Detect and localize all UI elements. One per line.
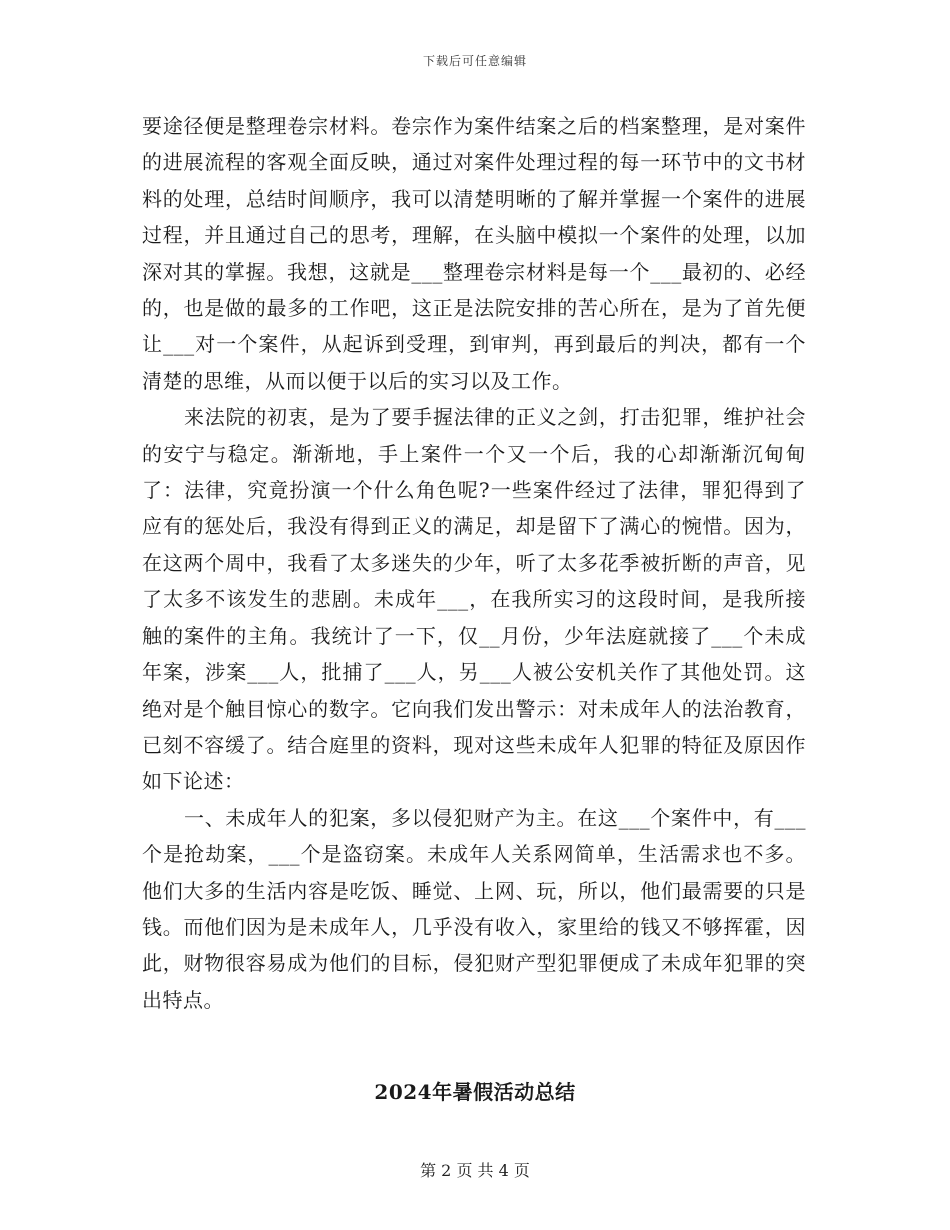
paragraph-3: 一、未成年人的犯案，多以侵犯财产为主。在这___个案件中，有___个是抢劫案，___个是盗窃案。未成年人关系网简单，生活需求也不多。他们大多的生活内容是吃饭、睡觉、上网、玩，所以，他们最需要的只是钱。而他们因为是未成年人，几乎没有收入，家里给的钱又不够挥霍，因此，财物很容易成为他们的目标，侵犯财产型犯罪便成了未成年犯罪的突出特点。 xyxy=(142,805,806,1012)
paragraph-2: 来法院的初衷，是为了要手握法律的正义之剑，打击犯罪，维护社会的安宁与稳定。渐渐地，手上案件一个又一个后，我的心却渐渐沉甸甸了：法律，究竟扮演一个什么角色呢?一些案件经过了法律，罪犯得到了应有的惩处后，我没有得到正义的满足，却是留下了满心的惋惜。因为，在这两个周中，我看了太多迷失的少年，听了太多花季被折断的声音，见了太多不该发生的悲剧。未成年___，在我所实习的这段时间，是我所接触的案件的主角。我统计了一下，仅__月份，少年法庭就接了___个未成年案，涉案___人，批捕了___人，另___人被公安机关作了其他处罚。这绝对是个触目惊心的数字。它向我们发出警示：对未成年人的法治教育，已刻不容缓了。结合庭里的资料，现对这些未成年人犯罪的特征及原因作如下论述： xyxy=(142,405,806,794)
page-header-note: 下载后可任意编辑 xyxy=(422,54,527,68)
paragraph-1: 要途径便是整理卷宗材料。卷宗作为案件结案之后的档案整理，是对案件的进展流程的客观全面反映，通过对案件处理过程的每一环节中的文书材料的处理，总结时间顺序，我可以清楚明晰的了解并掌握一个案件的进展过程，并且通过自己的思考，理解，在头脑中模拟一个案件的处理，以加深对其的掌握。我想，这就是___整理卷宗材料是每一个___最初的、必经的，也是做的最多的工作吧，这正是法院安排的苦心所在，是为了首先便让___对一个案件，从起诉到受理，到审判，再到最后的判决，都有一个清楚的思维，从而以便于以后的实习以及工作。 xyxy=(142,114,806,393)
page-number: 第 2 页 共 4 页 xyxy=(420,1161,530,1180)
section-title: 2024年暑假活动总结 xyxy=(374,1080,576,1104)
document-body xyxy=(142,108,806,1018)
